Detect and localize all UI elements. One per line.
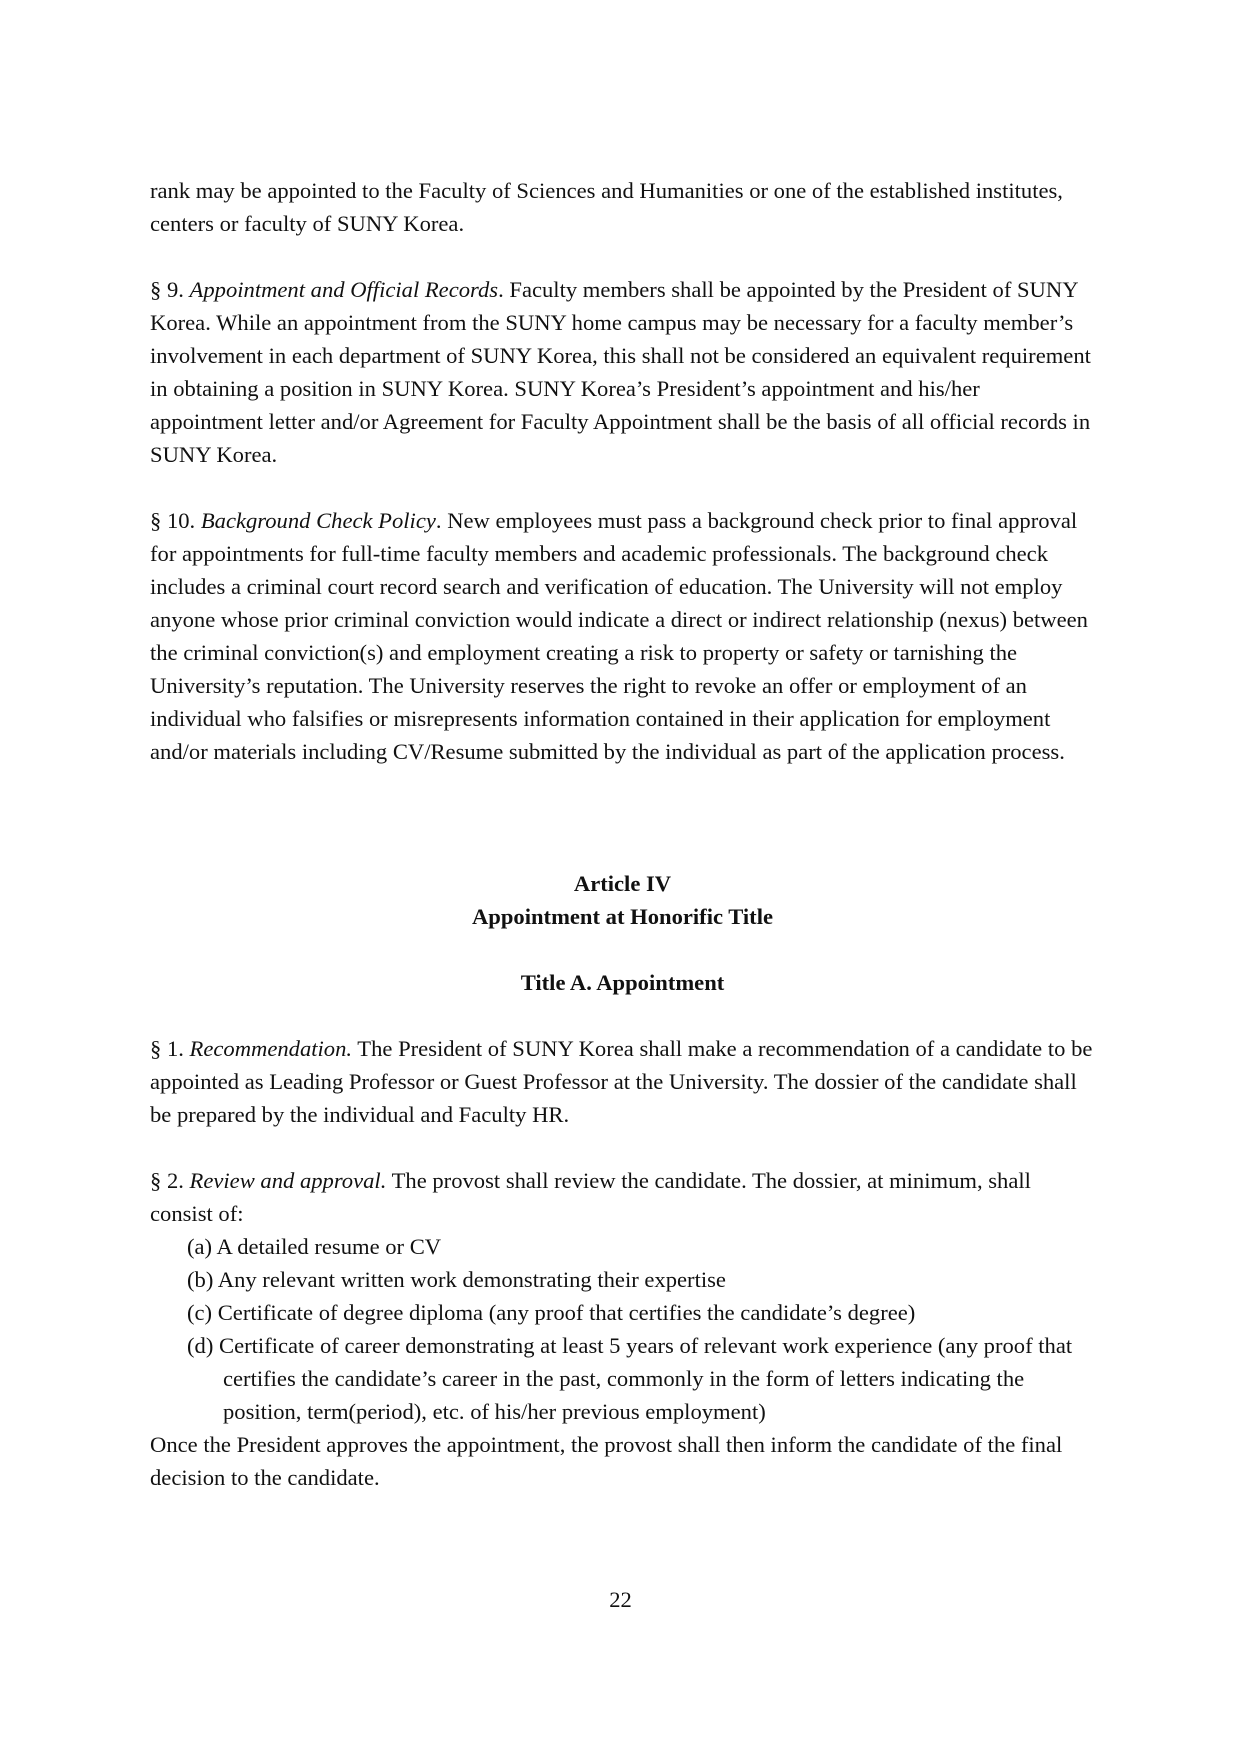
section-number: § 10. <box>150 508 196 533</box>
spacer <box>150 801 1095 867</box>
dossier-requirements-list <box>150 1230 1095 1428</box>
list-item: (d) Certificate of career demonstrating at least 5 years of relevant work experience (any proof that certifies the candidate’s career in the past, commonly in the form of letters indicating the position, term(period), etc. of his/her previous employment) <box>187 1333 1073 1424</box>
document-page <box>150 174 1095 1527</box>
article-title: Appointment at Honorific Title <box>471 904 774 929</box>
list-item: (c) Certificate of degree diploma (any proof that certifies the candidate’s degree) <box>187 1300 916 1325</box>
section-title: Recommendation. <box>189 1036 353 1061</box>
continuation-paragraph: rank may be appointed to the Faculty of Sciences and Humanities or one of the established institutes, centers or faculty of SUNY Korea. <box>150 178 1063 236</box>
section-body: The President of SUNY Korea shall make a recommendation of a candidate to be appointed as Leading Professor or Guest Professor at the University. The dossier of the candidate shall be prepared by the individual and Faculty HR. <box>150 1036 1093 1127</box>
section-body: . Faculty members shall be appointed by the President of SUNY Korea. While an appointment from the SUNY home campus may be necessary for a faculty member’s involvement in each department of SUNY Korea, this shall not be considered an equivalent requirement in obtaining a position in SUNY Korea. SUNY Korea’s President’s appointment and his/her appointment letter and/or Agreement for Faculty Appointment shall be the basis of all official records in SUNY Korea. <box>150 277 1091 467</box>
section-number: § 1. <box>150 1036 184 1061</box>
section-title: Review and approval. <box>189 1168 387 1193</box>
section-2-paragraph <box>150 1164 1095 1230</box>
article-subtitle: Title A. Appointment <box>520 970 725 995</box>
section-10-paragraph <box>150 504 1095 768</box>
section-1-paragraph <box>150 1032 1095 1131</box>
section-number: § 9. <box>150 277 184 302</box>
section-body: . New employees must pass a background check prior to final approval for appointments for full-time faculty members and academic professionals. The background check includes a criminal court record search and verification of education. The University will not employ anyone whose prior criminal conviction would indicate a direct or indirect relationship (nexus) between the criminal conviction(s) and employment creating a risk to property or safety or tarnishing the University’s reputation. The University reserves the right to revoke an offer or employment of an individual who falsifies or misrepresents information contained in their application for employment and/or materials including CV/Resume submitted by the individual as part of the application process. <box>150 508 1088 764</box>
list-item: (a) A detailed resume or CV <box>187 1234 442 1259</box>
article-label: Article IV <box>573 871 672 896</box>
section-body: The provost shall review the candidate. The dossier, at minimum, shall consist of: <box>150 1168 1031 1226</box>
list-item: (b) Any relevant written work demonstrating their expertise <box>187 1267 726 1292</box>
page-number: 22 <box>609 1587 632 1612</box>
section-number: § 2. <box>150 1168 184 1193</box>
section-9-paragraph <box>150 273 1095 471</box>
section-title: Background Check Policy <box>200 508 436 533</box>
closing-paragraph: Once the President approves the appointment, the provost shall then inform the candidate of the final decision to the candidate. <box>150 1432 1063 1490</box>
section-title: Appointment and Official Records <box>189 277 499 302</box>
